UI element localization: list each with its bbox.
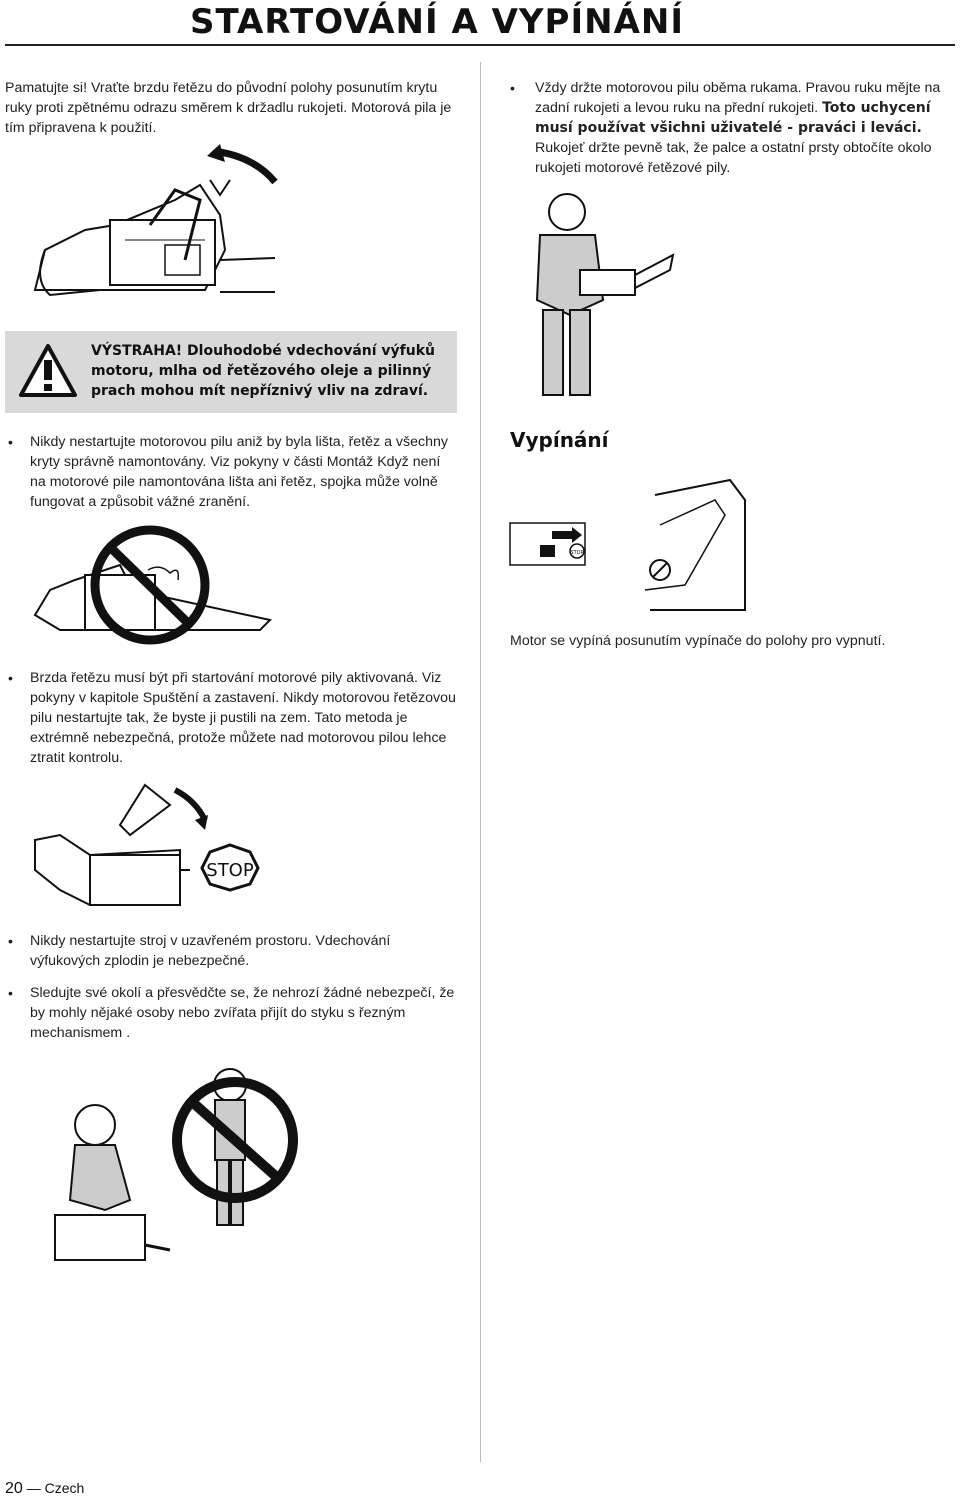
column-divider [480,62,481,1462]
chainsaw-brake-illustration [25,140,295,310]
page-title: STARTOVÁNÍ A VYPÍNÁNÍ [190,2,684,42]
intro-paragraph: Pamatujte si! Vraťte brzdu řetězu do původní polohy posunutím krytu ruky proti zpětnému odrazu směrem k držadlu rukojeti. Motorová pila je tím připravena k použití. [5,80,452,136]
section-heading-vypinani: Vypínání [510,428,609,452]
bullet-marker: • [8,434,13,450]
grip-bold-text: Toto uchycení musí používat všichni uživatelé - praváci i leváci. [535,100,931,136]
warning-heading: VÝSTRAHA! [91,343,183,359]
warning-text [91,341,451,401]
stop-sign-label: STOP [206,860,254,881]
footer-separator: — [26,1480,41,1496]
warning-triangle-icon [18,343,78,399]
drop-start-illustration [30,780,290,910]
page-number: 20 [5,1480,23,1497]
bullet-enclosed-space: Nikdy nestartujte stroj v uzavřeném prostoru. Vdechování výfukových zplodin je nebezpečné. [30,933,391,969]
operator-grip-illustration [525,190,675,415]
warning-body: Dlouhodobé vdechování výfuků motoru, mlha od řetězového oleje a pilinný prach mohou mít nepříznivý vliv na zdraví. [91,343,435,399]
prohibited-chainsaw-illustration [30,525,280,650]
stop-switch-caption: Motor se vypíná posunutím vypínače do polohy pro vypnutí. [510,633,886,649]
bullet-marker: • [8,985,13,1001]
bystander-illustration [30,1050,290,1300]
switch-stop-label: STOP [570,550,584,556]
bullet-chain-brake: Brzda řetězu musí být při startování motorové pily aktivovaná. Viz pokyny v kapitole Spuštění a zastavení. Nikdy motorovou řetězovou pilu nestartujte tak, že byste ji pustili na zem. Tato metoda je extrémně nebezpečná, protože můžete nad motorovou pilou lehce ztratit kontrolu. [30,670,456,766]
footer-language: Czech [44,1480,85,1496]
grip-tail-text: Rukojeť držte pevně tak, že palce a ostatní prsty obtočíte okolo rukojeti motorové řetězové pily. [535,140,932,176]
grip-text: Vždy držte motorovou pilu oběma rukama. Pravou ruku mějte na zadní rukojeti a levou ruku na přední rukojeti. [535,80,941,116]
bullet-marker: • [8,670,13,686]
page-footer [5,1480,84,1498]
title-rule [5,44,955,46]
stop-switch-illustration [510,465,750,615]
bullet-grip [535,78,960,178]
bullet-surroundings: Sledujte své okolí a přesvědčte se, že nehrozí žádné nebezpečí, že by mohly nějaké osoby nebo zvířata přijít do styku s řezným mechanismem . [30,985,455,1041]
bullet-marker: • [8,933,13,949]
bullet-marker: • [510,80,515,96]
bullet-assembly: Nikdy nestartujte motorovou pilu aniž by byla lišta, řetěz a všechny kryty správně namontovány. Viz pokyny v části Montáž Když není na motorové pile namontována lišta ani řetěz, spojka může volně fungovat a způsobit vážné zranění. [30,434,448,510]
